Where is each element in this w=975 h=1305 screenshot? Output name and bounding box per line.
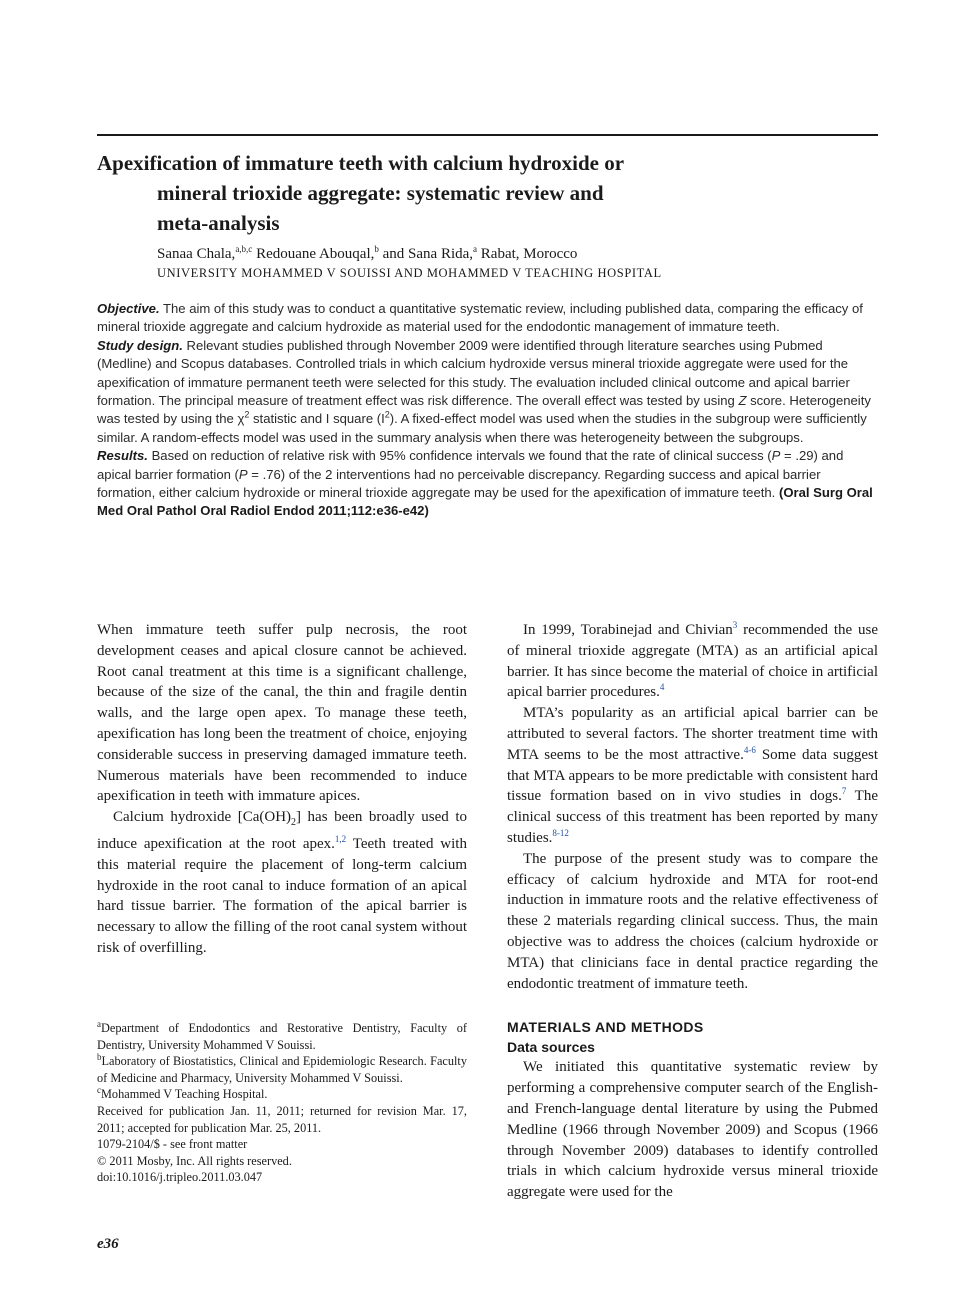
footnote-c-mark: c	[97, 1085, 101, 1096]
title-line-1: Apexification of immature teeth with calcium hydroxide or	[97, 151, 625, 175]
objective-label: Objective.	[97, 301, 160, 316]
ref-link-4[interactable]: 4	[659, 682, 665, 693]
top-rule	[97, 134, 878, 136]
right-paragraph-1	[507, 620, 878, 703]
ref-link-8-12[interactable]: 8-12	[552, 827, 569, 838]
article-title	[97, 148, 797, 238]
received-dates: Received for publication Jan. 11, 2011; returned for revision Mar. 17, 2011; accepted for publication Mar. 25, 2011.	[97, 1103, 467, 1135]
p2-text-b: ] has been broadly used to induce apexification at the root apex.	[97, 809, 467, 852]
title-line-3: meta-analysis	[157, 211, 280, 235]
author-list	[157, 244, 577, 264]
section-gap	[507, 994, 878, 1017]
results-text-1: Based on reduction of relative risk with 95% confidence intervals we found that the rate of clinical success (	[147, 448, 772, 464]
rp2-text-a: MTA’s popularity as an artificial apical barrier can be attributed to several factors. The shorter treatment time with MTA seems to be the most attractive.	[507, 705, 878, 763]
footnote-a	[97, 1020, 467, 1053]
design-chi-sup: 2	[244, 410, 250, 421]
left-column	[97, 620, 467, 959]
design-text-1: Relevant studies published through November 2009 were identified through literature searches using Pubmed (Medline) and Scopus databases. Controlled trials in which calcium hydroxide versus mineral trioxide aggregate were used for the apexification of immature permanent teeth were selected for this study. The evaluation included clinical outcome and apical barrier formation. The principal measure of treatment effect was risk difference. The overall effect was tested by using	[97, 337, 850, 409]
doi-link[interactable]: doi:10.1016/j.tripleo.2011.03.047	[97, 1170, 263, 1185]
footnote-c-text: Mohammed V Teaching Hospital.	[101, 1087, 268, 1102]
journal-citation: (Oral Surg Oral Med Oral Pathol Oral Radiol Endod 2011;112:e36-e42)	[97, 485, 873, 519]
issn-line: 1079-2104/$ - see front matter	[97, 1137, 248, 1152]
right-paragraph-4: We initiated this quantitative systematic review by performing a comprehensive computer search of the English- and French-language dental literature by using the Pubmed Medline (1966 through November 2009) and Scopus (1966 through November 2009) databases to identify controlled trials in which calcium hydroxide versus mineral trioxide aggregate were used for the	[507, 1059, 878, 1201]
footnote-c	[97, 1086, 467, 1103]
author-location: Rabat, Morocco	[477, 246, 578, 262]
abstract-results	[97, 447, 878, 521]
ref-link-1-2[interactable]: 1,2	[334, 833, 347, 844]
section-heading-methods: MATERIALS AND METHODS	[507, 1019, 704, 1036]
footnote-b-mark: b	[97, 1052, 102, 1063]
abstract-study-design	[97, 337, 878, 447]
author-rida: and Sana Rida,	[378, 246, 474, 262]
footnote-a-text: Department of Endodontics and Restorative Dentistry, Faculty of Dentistry, University Mohammed V Souissi.	[97, 1021, 467, 1052]
intro-paragraph-2	[97, 807, 467, 959]
copyright-line: © 2011 Mosby, Inc. All rights reserved.	[97, 1153, 292, 1168]
title-line-2: mineral trioxide aggregate: systematic review and	[157, 181, 604, 205]
ref-link-3[interactable]: 3	[732, 620, 738, 630]
institution-line: UNIVERSITY MOHAMMED V SOUISSI AND MOHAMMED V TEACHING HOSPITAL	[157, 266, 662, 280]
p2-text-a: Calcium hydroxide [Ca(OH)	[113, 809, 292, 826]
results-p1: P	[771, 448, 781, 464]
right-paragraph-2	[507, 703, 878, 849]
author-chala: Sanaa Chala,	[157, 246, 236, 262]
design-z: Z	[738, 393, 747, 409]
author-abouqal-affil: b	[374, 244, 379, 254]
intro-paragraph-1: When immature teeth suffer pulp necrosis, the root development ceases and apical closure cannot be achieved. Root canal treatment at this time is a significant challenge, because of the size of the canal, the thin and fragile dentin walls, and the large open apex. To manage these teeth, apexification has long been the treatment of choice, enjoying considerable success in preserving damaged immature teeth. Numerous materials have been recommended to induce apexification in teeth with immature apices.	[97, 622, 467, 805]
subheading-data-sources: Data sources	[507, 1039, 595, 1056]
author-abouqal: Redouane Abouqal,	[252, 246, 375, 262]
results-label: Results.	[97, 448, 148, 464]
abstract	[97, 300, 878, 521]
objective-text: The aim of this study was to conduct a quantitative systematic review, including published data, comparing the efficacy of mineral trioxide aggregate and calcium hydroxide as material used for the endodontic management of immature teeth.	[97, 301, 863, 335]
design-i-sup: 2	[384, 410, 390, 421]
results-text-2: = .29) and apical barrier formation (	[97, 448, 844, 482]
rp1-text-a: In 1999, Torabinejad and Chivian	[523, 622, 733, 638]
design-text-3: statistic and I square (I	[249, 411, 385, 427]
author-rida-affil: a	[473, 244, 478, 254]
rp1-text-b: recommended the use of mineral trioxide aggregate (MTA) as an artificial apical barrier. It has since become the material of choice in artificial apical barrier procedures.	[507, 622, 878, 701]
footnotes	[97, 1020, 467, 1186]
design-text-4: ). A fixed-effect model was used when the studies in the subgroup were sufficiently similar. A random-effects model was used in the summary analysis when there was heterogeneity between the subgroups.	[97, 411, 867, 445]
rp2-text-c: The clinical success of this treatment has been reported by many studies.	[507, 788, 878, 846]
author-chala-affil: a,b,c	[235, 244, 253, 254]
results-text-3: = .76) of the 2 interventions had no perceivable discrepancy. Regarding success and apical barrier formation, either calcium hydroxide or mineral trioxide aggregate may be used for the apexification of immature teeth.	[97, 466, 821, 501]
rp2-text-b: Some data suggest that MTA appears to be more predictable with consistent hard tissue formation based on in vivo studies in dogs.	[507, 746, 878, 805]
footnote-b	[97, 1053, 467, 1086]
p2-text-c: Teeth treated with this material require the placement of long-term calcium hydroxide in the root canal to induce formation of an apical hard tissue barrier. The formation of the apical barrier is necessary to allow the filling of the root canal system without risk of overfilling.	[97, 835, 467, 956]
abstract-objective	[97, 300, 878, 337]
ref-link-7[interactable]: 7	[841, 786, 847, 797]
design-text-2: score. Heterogeneity was tested by using the χ	[97, 393, 871, 427]
right-paragraph-3: The purpose of the present study was to compare the efficacy of calcium hydroxide and MTA for root-end induction in immature roots and the relative effectiveness of these 2 materials regarding clinical success. Thus, the main objective was to address the choices (calcium hydroxide or MTA) that clinicians face in dental practice regarding the endodontic treatment of immature teeth.	[507, 850, 878, 992]
page-number: e36	[97, 1236, 119, 1252]
study-design-label: Study design.	[97, 337, 183, 353]
ref-link-4-6[interactable]: 4-6	[743, 744, 756, 755]
footnote-b-text: Laboratory of Biostatistics, Clinical and Epidemiologic Research. Faculty of Medicine and Pharmacy, University Mohammed V Souissi.	[97, 1054, 467, 1085]
footnote-a-mark: a	[97, 1018, 101, 1029]
p2-subscript: 2	[291, 817, 297, 829]
right-column	[507, 620, 878, 1203]
results-p2: P	[238, 466, 248, 482]
